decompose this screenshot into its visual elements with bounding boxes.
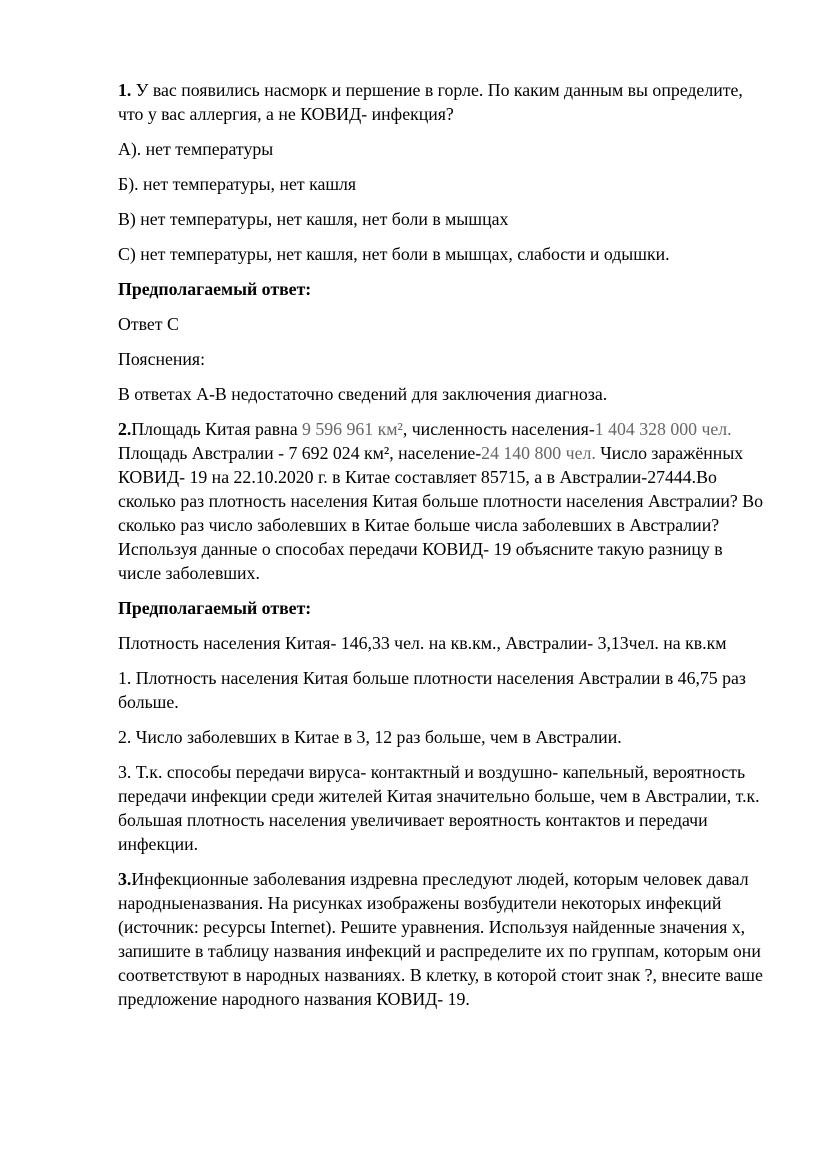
question-text-part: Площадь Китая равна — [131, 419, 303, 439]
question-1 — [118, 78, 767, 126]
option-b: Б). нет температуры, нет кашля — [118, 174, 357, 194]
answer-heading: Предполагаемый ответ: — [118, 279, 312, 299]
question-text-part: Число заражённых КОВИД- 19 на 22.10.2020 г. в Китае составляет 85715, а в Австралии-27444.Во сколько раз плотность населения Китая больше плотности населения Австралии? Во сколько раз число заболевших в Китае больше числа заболевших в Австралии? Используя данные о способах передачи КОВИД- 19 объясните такую разницу в числе заболевших. — [118, 443, 763, 583]
answer-item-3: 3. Т.к. способы передачи вируса- контактный и воздушно- капельный, вероятность передачи инфекции среди жителей Китая значительно больше, чем в Австралии, т.к. большая плотность населения увеличивает вероятность контактов и передачи инфекции. — [118, 762, 760, 854]
question-number: 1. — [118, 80, 132, 100]
explanation-text: В ответах А-В недостаточно сведений для заключения диагноза. — [118, 384, 608, 404]
question-text: У вас появились насморк и першение в горле. По каким данным вы определите, что у вас аллергия, а не КОВИД- инфекция? — [118, 80, 743, 124]
question-number: 2. — [118, 419, 132, 439]
option-v: В) нет температуры, нет кашля, нет боли в мышцах — [118, 209, 509, 229]
explanation-label: Пояснения: — [118, 349, 206, 369]
china-area-value: 9 596 961 км² — [302, 419, 403, 439]
option-a: А). нет температуры — [118, 139, 274, 159]
china-population-value: 1 404 328 000 чел. — [594, 419, 732, 439]
answer-item-1: 1. Плотность населения Китая больше плотности населения Австралии в 46,75 раз больше. — [118, 668, 746, 712]
question-2 — [118, 417, 767, 585]
question-number: 3. — [118, 869, 132, 889]
option-c: С) нет температуры, нет кашля, нет боли в мышцах, слабости и одышки. — [118, 244, 670, 264]
question-3 — [118, 867, 767, 1011]
answer-heading: Предполагаемый ответ: — [118, 598, 312, 618]
answer-item-2: 2. Число заболевших в Китае в 3, 12 раз больше, чем в Австралии. — [118, 727, 622, 747]
answer-text: Ответ С — [118, 314, 179, 334]
question-text: Инфекционные заболевания издревна преследуют людей, которым человек давал народныеназвания. На рисунках изображены возбудители некоторых инфекций (источник: ресурсы Internet). Решите уравнения. Используя найденные значения х, запишите в таблицу названия инфекций и распределите их по группам, которым они соответствуют в народных названиях. В клетку, в которой стоит знак ?, внесите ваше предложение народного названия КОВИД- 19. — [118, 869, 763, 1009]
question-text-part: , численность населения- — [402, 419, 595, 439]
answer-density: Плотность населения Китая- 146,33 чел. на кв.км., Австралии- 3,13чел. на кв.км — [118, 633, 727, 653]
question-text-part: Площадь Австралии - 7 692 024 км², население- — [118, 443, 482, 463]
australia-population-value: 24 140 800 чел. — [481, 443, 596, 463]
